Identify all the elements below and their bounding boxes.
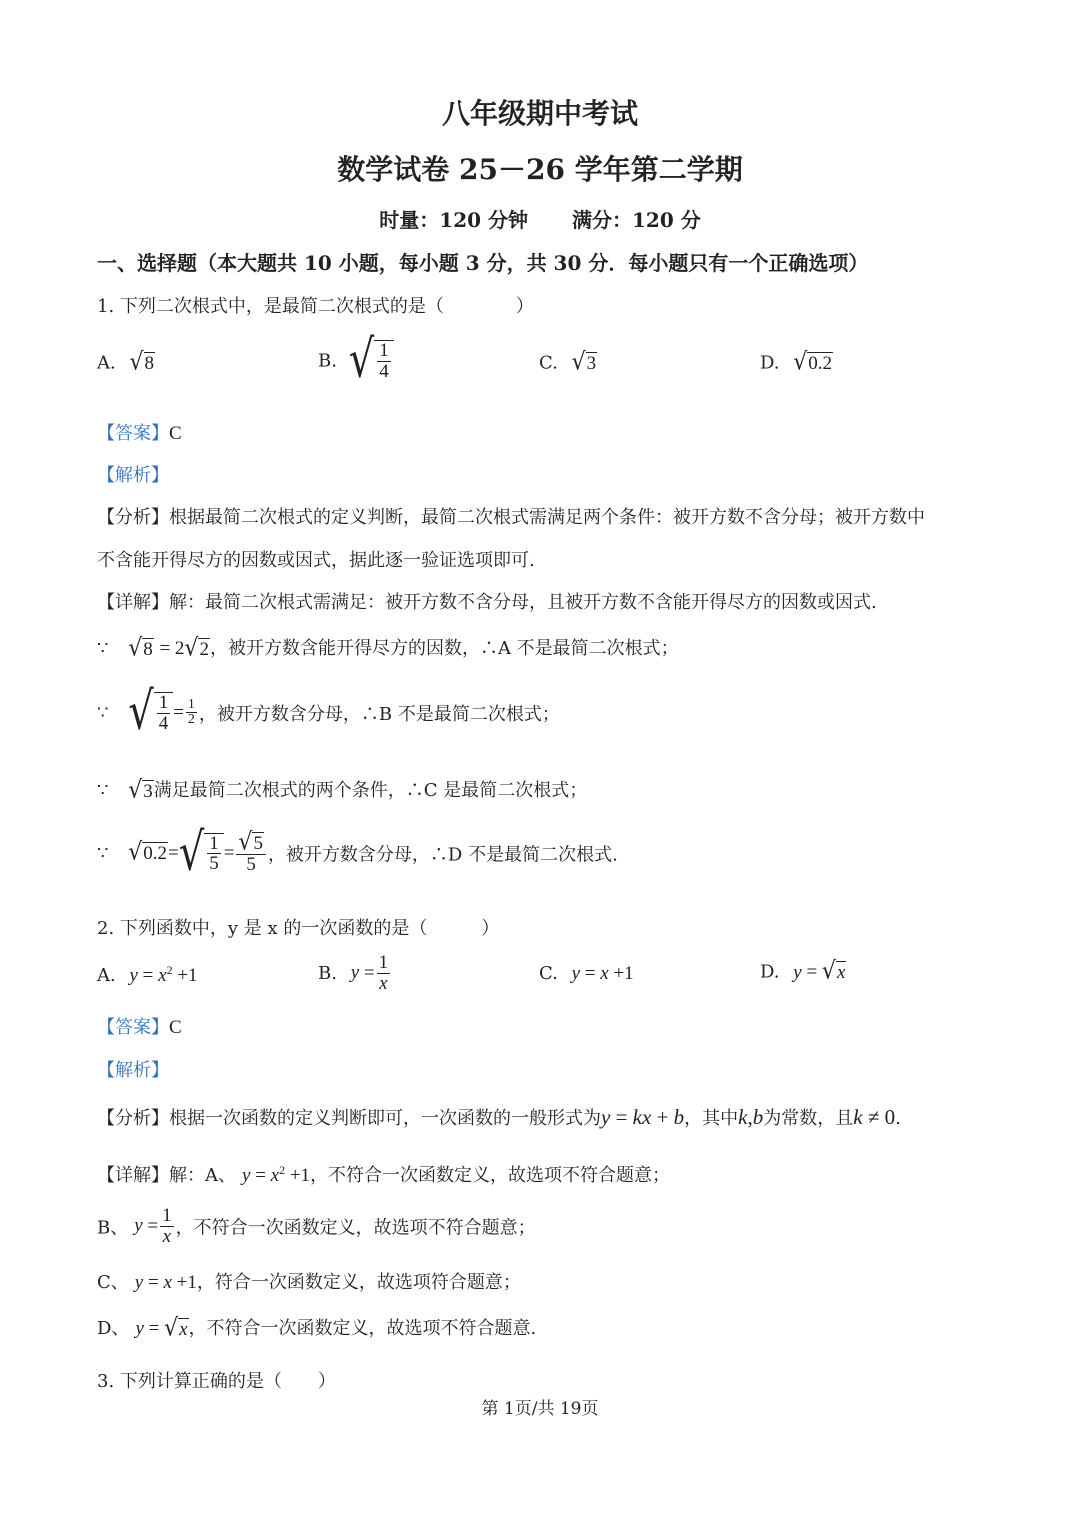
full-score: 满分：120 分	[572, 208, 701, 232]
q2-fenxi: 【分析】根据一次函数的定义判断即可，一次函数的一般形式为y = kx + b，其中k,b为常数，且k ≠ 0.	[97, 1105, 901, 1129]
exam-title: 八年级期中考试	[441, 97, 638, 130]
q2-jiexi-tag: 【解析】	[97, 1060, 169, 1081]
math-sqrt: √ $\frac{1}{4}$	[128, 692, 173, 734]
math-sqrt: √ 0.2	[128, 838, 167, 867]
exam-subtitle: 数学试卷 25－26 学年第二学期	[337, 153, 743, 186]
q1-detail-b: ∵ √ $\frac{1}{4}$ = $\frac{1}{2}$ ，被开方数含分母，∴B 不是最简二次根式；	[97, 681, 560, 742]
section-heading: 一、选择题（本大题共 10 小题，每小题 3 分，共 30 分．每小题只有一个正确选项）	[97, 251, 869, 275]
q2-xiangjie-c: C、 y = x +1，符合一次函数定义，故选项符合题意；	[97, 1272, 521, 1293]
question-1-stem: 1. 下列二次根式中，是最简二次根式的是（ ）	[97, 296, 534, 317]
math-sqrt: √ 0.2	[793, 348, 833, 377]
q1-detail-d: ∵ √ 0.2 = √ $\frac{1}{5}$ = √ 5 5 ，被开方数含分母，∴D 不是最简二次根式.	[97, 822, 618, 883]
q1-answer: 【答案】C	[97, 423, 182, 444]
q2-answer: 【答案】C	[97, 1017, 182, 1038]
q2-xiangjie-b: B、 y = $\frac{1}{x}$ ，不符合一次函数定义，故选项不符合题意；	[97, 1205, 536, 1247]
math-sqrt: √ x	[164, 1314, 188, 1342]
q1-detail-c: ∵ √ 3 满足最简二次根式的两个条件，∴C 是最简二次根式；	[97, 776, 588, 804]
q1-option-b: B. √ $\frac{1}{4}$	[318, 340, 394, 382]
q1-fenxi-line1: 【分析】根据最简二次根式的定义判断，最简二次根式需满足两个条件：被开方数不含分母；被开方数中	[97, 507, 925, 528]
q2-option-b: B. y = $\frac{1}{x}$	[318, 952, 389, 994]
question-3-stem: 3. 下列计算正确的是（ ）	[97, 1371, 336, 1392]
q2-option-d: D. y = √ x	[760, 957, 846, 986]
q1-jiexi-tag: 【解析】	[97, 465, 169, 486]
q1-detail-a: ∵ √ 8 = 2 √ 2 ，被开方数含能开得尽方的因数，∴A 不是最简二次根式；	[97, 634, 679, 662]
math-sqrt: √ 8	[129, 348, 154, 377]
q1-option-c: C. √ 3	[539, 348, 597, 377]
math-sqrt: √ 8	[128, 634, 153, 662]
page-footer: 第 1页/共 19页	[481, 1399, 599, 1419]
math-sqrt: √ 3	[128, 776, 153, 804]
math-sqrt: √ $\frac{1}{5}$	[179, 833, 224, 875]
math-sqrt: √ 3	[571, 348, 597, 377]
q1-option-d: D. √ 0.2	[760, 348, 833, 377]
time-limit: 时量：120 分钟	[379, 208, 528, 232]
math-sqrt: √ x	[821, 957, 846, 986]
math-sqrt: √ 2	[184, 634, 209, 662]
q1-xiangjie: 【详解】解：最简二次根式需满足：被开方数不含分母，且被开方数不含能开得尽方的因数或因式.	[97, 592, 877, 613]
question-2-stem: 2. 下列函数中，y 是 x 的一次函数的是（ ）	[97, 918, 500, 939]
q2-option-c: C. y = x +1	[539, 963, 634, 984]
q2-xiangjie-d: D、 y = √ x ，不符合一次函数定义，故选项不符合题意.	[97, 1314, 537, 1342]
q1-option-a: A. √ 8	[97, 348, 154, 377]
exam-meta	[0, 204, 1080, 233]
q1-fenxi-line2: 不含能开得尽方的因数或因式，据此逐一验证选项即可.	[97, 550, 535, 571]
math-sqrt: √ $\frac{1}{4}$	[349, 340, 394, 382]
q2-option-a: A. $y = x^2 +1$	[97, 963, 198, 986]
q2-xiangjie-a: 【详解】解：A、 $y = x^2 +1$，不符合一次函数定义，故选项不符合题意；	[97, 1163, 671, 1186]
